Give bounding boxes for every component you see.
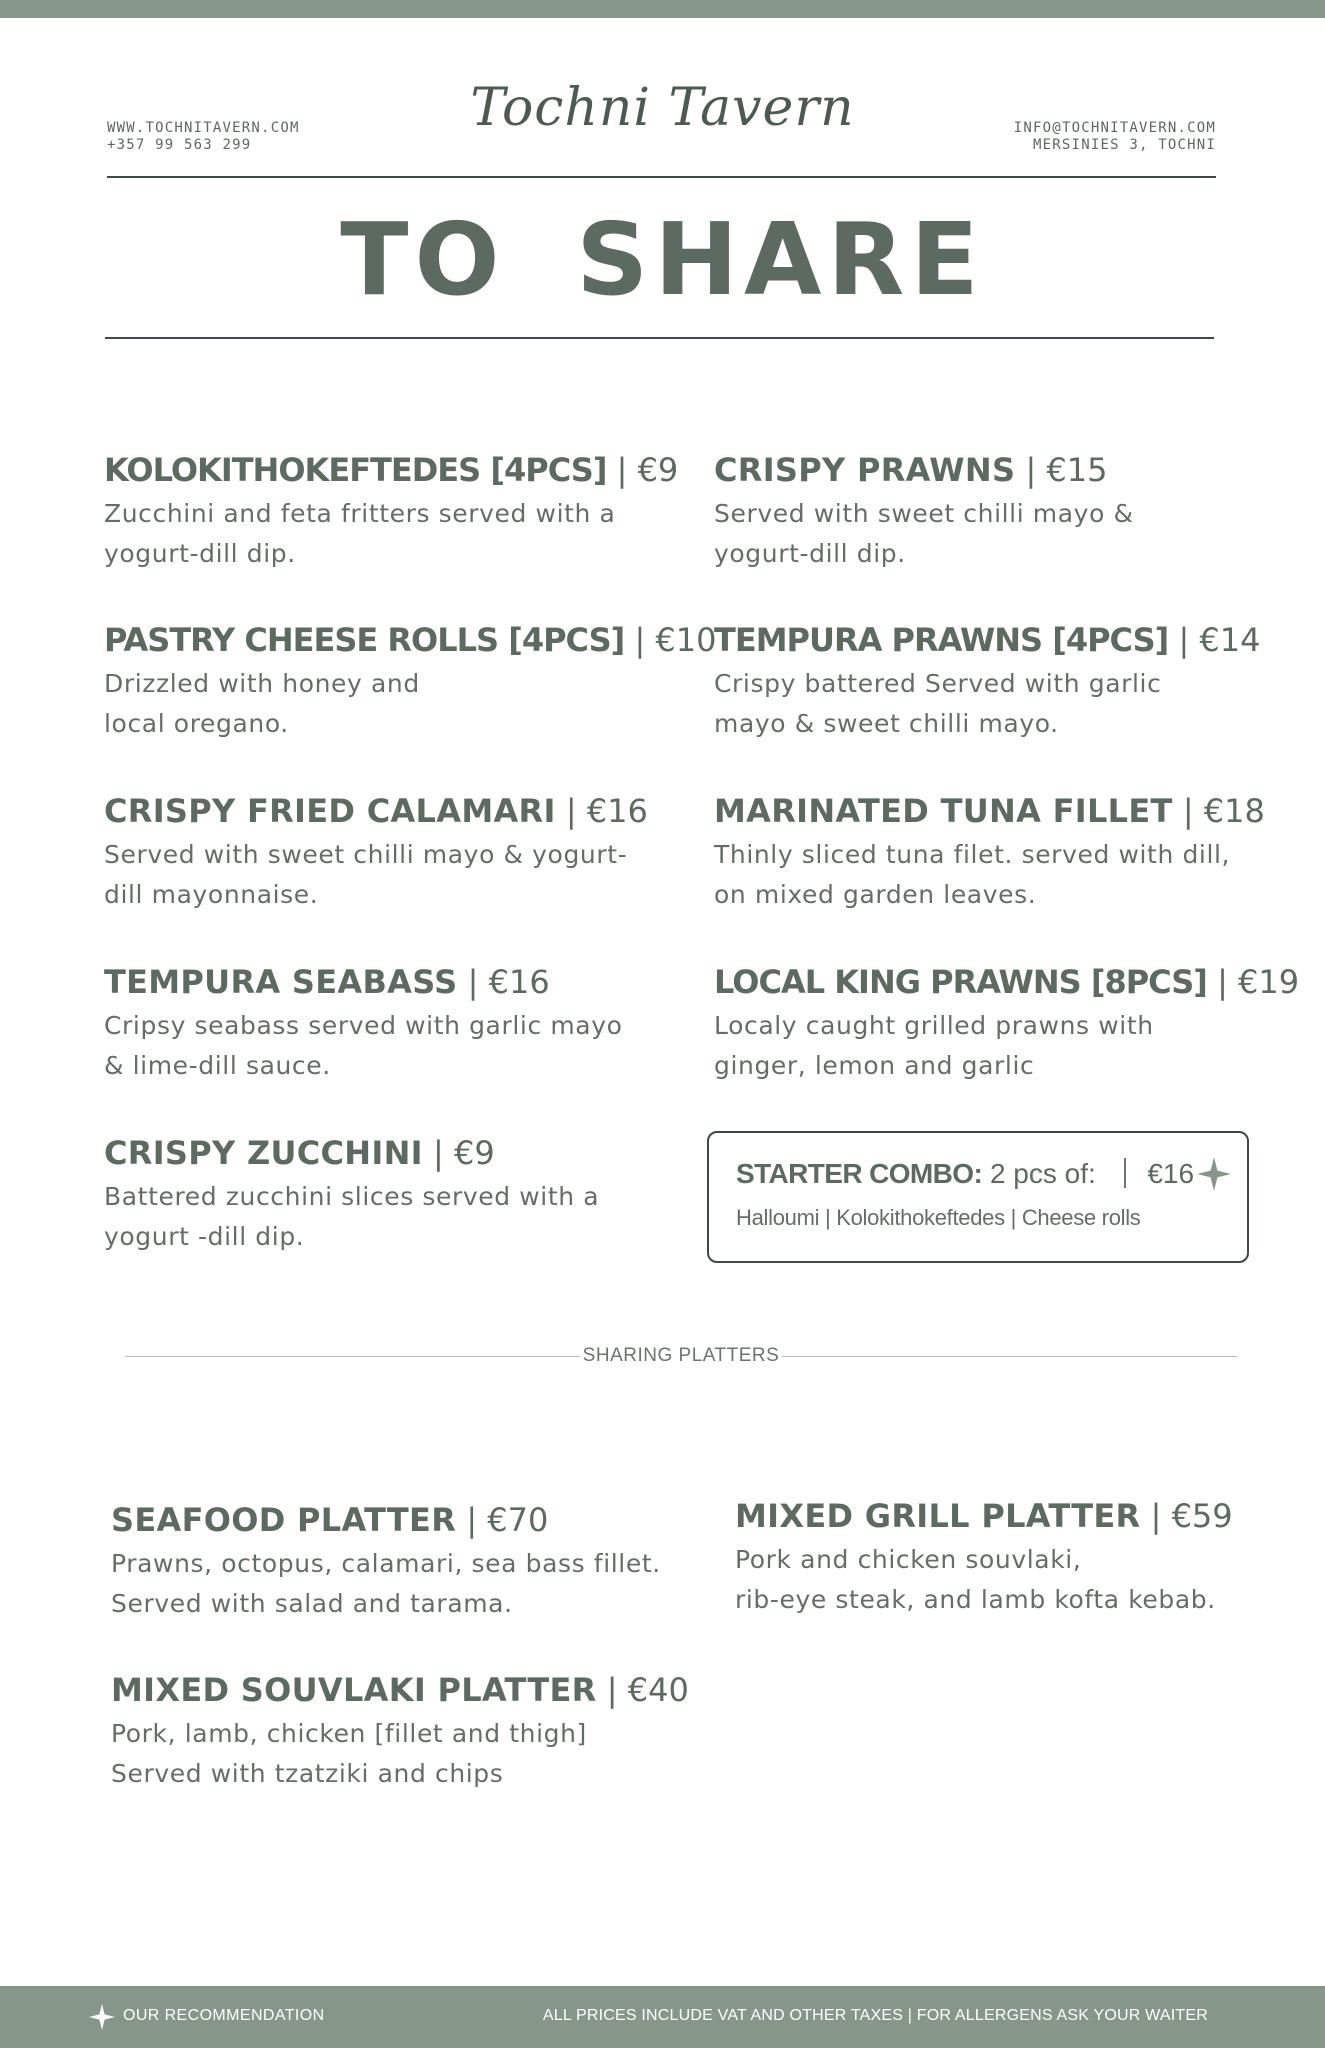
menu-item-crispy-prawns (714, 450, 1294, 574)
item-description: Crispy battered Served with garlic mayo & sweet chilli mayo. (714, 669, 1162, 738)
menu-item-crispy-zucchini (104, 1133, 684, 1257)
item-description: Cripsy seabass served with garlic mayo & lime-dill sauce. (104, 1011, 623, 1080)
menu-item-kolokithokeftedes (104, 450, 684, 574)
item-price: €16 (488, 963, 550, 1001)
starter-combo-box (707, 1131, 1249, 1263)
item-separator: | (616, 451, 628, 489)
item-description: Prawns, octopus, calamari, sea bass fillet. Served with salad and tarama. (111, 1549, 661, 1618)
top-band (0, 0, 1325, 18)
item-description: Served with sweet chilli mayo & yogurt- dill mayonnaise. (104, 840, 628, 909)
footer-recommendation: OUR RECOMMENDATION (123, 2007, 325, 2024)
item-name: CRISPY PRAWNS (714, 451, 1016, 489)
item-name: TEMPURA PRAWNS [4PCS] (714, 621, 1169, 659)
item-price: €18 (1203, 792, 1265, 830)
item-name: MIXED SOUVLAKI PLATTER (111, 1671, 597, 1709)
page-title: TO SHARE (340, 201, 985, 318)
menu-item-mixed-souvlaki-platter (111, 1670, 691, 1794)
item-name: MIXED GRILL PLATTER (735, 1497, 1141, 1535)
item-price: €59 (1171, 1497, 1233, 1535)
section-divider (125, 1342, 1237, 1372)
footer-note: ALL PRICES INCLUDE VAT AND OTHER TAXES | FOR ALLERGENS ASK YOUR WAITER (542, 2007, 1208, 2024)
item-price: €16 (586, 792, 648, 830)
item-name: CRISPY ZUCCHINI (104, 1134, 423, 1172)
sparkle-star-icon (89, 2004, 115, 2030)
item-price: €15 (1046, 451, 1108, 489)
menu-item-tempura-prawns (714, 620, 1294, 744)
item-description: Zucchini and feta fritters served with a yogurt-dill dip. (104, 499, 616, 568)
item-price: €9 (454, 1134, 495, 1172)
item-price: €19 (1238, 963, 1300, 1001)
item-separator: | (1150, 1497, 1162, 1535)
footer-bar (0, 1986, 1325, 2048)
item-description: Pork and chicken souvlaki, rib-eye steak, and lamb kofta kebab. (735, 1545, 1216, 1614)
combo-quantity: 2 pcs of: (989, 1158, 1096, 1189)
item-name: LOCAL KING PRAWNS [8PCS] (714, 963, 1207, 1001)
item-name: PASTRY CHEESE ROLLS [4PCS] (104, 621, 625, 659)
phone-number[interactable]: +357 99 563 299 (107, 137, 252, 153)
item-name: CRISPY FRIED CALAMARI (104, 792, 556, 830)
menu-item-crispy-fried-calamari (104, 791, 684, 915)
item-separator: | (433, 1134, 444, 1172)
logo: Tochni Tavern (470, 78, 855, 138)
combo-items: Halloumi | Kolokithokeftedes | Cheese rolls (736, 1205, 1141, 1230)
item-name: KOLOKITHOKEFTEDES [4PCS] (104, 451, 607, 489)
item-description: Served with sweet chilli mayo & yogurt-dill dip. (714, 499, 1134, 568)
item-price: €9 (637, 451, 679, 489)
item-price: €10 (655, 621, 717, 659)
item-separator: | (634, 621, 646, 659)
menu-item-seafood-platter (111, 1500, 691, 1624)
item-description: Thinly sliced tuna filet. served with dill, on mixed garden leaves. (714, 840, 1231, 909)
sparkle-star-icon (1197, 1157, 1231, 1191)
header-contact-right (1014, 120, 1216, 154)
item-separator: | (606, 1671, 618, 1709)
combo-label: STARTER COMBO: (736, 1158, 983, 1189)
address: MERSINIES 3, TOCHNI (1033, 137, 1216, 153)
header-divider (107, 176, 1216, 178)
item-separator: | (466, 1501, 478, 1539)
item-separator: | (1182, 792, 1194, 830)
item-separator: | (1178, 621, 1190, 659)
item-description: Drizzled with honey and local oregano. (104, 669, 420, 738)
menu-item-tempura-seabass (104, 962, 684, 1086)
item-name: TEMPURA SEABASS (104, 963, 458, 1001)
title-divider (105, 337, 1214, 339)
item-description: Localy caught grilled prawns with ginger, lemon and garlic (714, 1011, 1154, 1080)
item-price: €70 (487, 1501, 549, 1539)
item-separator: | (1217, 963, 1228, 1001)
item-description: Battered zucchini slices served with a yogurt -dill dip. (104, 1182, 600, 1251)
email-link[interactable]: INFO@TOCHNITAVERN.COM (1013, 120, 1216, 136)
menu-item-mixed-grill-platter (735, 1496, 1315, 1620)
divider-line-right (782, 1356, 1237, 1357)
item-description: Pork, lamb, chicken [fillet and thigh] Served with tzatziki and chips (111, 1719, 587, 1788)
item-price: €40 (627, 1671, 689, 1709)
website-link[interactable]: WWW.TOCHNITAVERN.COM (107, 120, 300, 136)
menu-item-local-king-prawns (714, 962, 1300, 1086)
item-name: SEAFOOD PLATTER (111, 1501, 457, 1539)
combo-price: €16 (1147, 1158, 1195, 1189)
section-label: SHARING PLATTERS (582, 1345, 780, 1366)
menu-item-pastry-cheese-rolls (104, 620, 717, 744)
item-separator: | (467, 963, 479, 1001)
item-separator: | (1025, 451, 1037, 489)
item-price: €14 (1199, 621, 1261, 659)
combo-divider (1124, 1158, 1126, 1188)
item-name: MARINATED TUNA FILLET (714, 792, 1173, 830)
menu-item-marinated-tuna-fillet (714, 791, 1294, 915)
item-separator: | (565, 792, 577, 830)
